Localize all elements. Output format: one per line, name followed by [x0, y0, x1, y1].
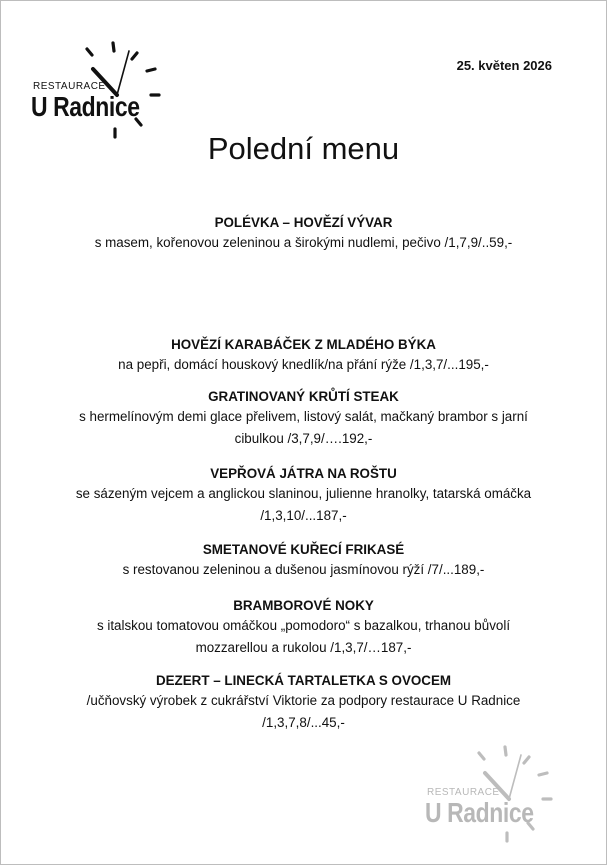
logo-small-text: RESTAURACE: [33, 81, 106, 92]
menu-item-desc: s masem, kořenovou zeleninou a širokými nudlemi, pečivo /1,7,9/..59,-: [94, 235, 513, 250]
page-title: Polední menu: [207, 131, 400, 166]
menu-item-desc: s restovanou zeleninou a dušenou jasmínovou rýží /7/...189,-: [122, 562, 485, 577]
menu-item-2: [41, 335, 566, 376]
menu-item-name: VEPŘOVÁ JÁTRA NA ROŠTU: [210, 466, 397, 481]
menu-item-name: HOVĚZÍ KARABÁČEK Z MLADÉHO BÝKA: [171, 337, 436, 352]
menu-item-name: DEZERT – LINECKÁ TARTALETKA S OVOCEM: [155, 673, 452, 688]
menu-item-desc: s hermelínovým demi glace přelivem, listový salát, mačkaný brambor s jarní cibulkou /3,7,9/….192,-: [79, 409, 528, 446]
menu-item-3: [59, 387, 548, 450]
menu-item-6: [67, 596, 540, 659]
logo-small-text: RESTAURACE: [427, 787, 500, 798]
menu-item-name: POLÉVKA – HOVĚZÍ VÝVAR: [214, 215, 393, 230]
menu-item-5: [41, 540, 566, 581]
menu-item-name: SMETANOVÉ KUŘECÍ FRIKASÉ: [202, 542, 405, 557]
menu-item-name: GRATINOVANÝ KRŮTÍ STEAK: [208, 389, 399, 404]
logo-name: U Radnice: [425, 797, 534, 828]
menu-date: 25. květen 2026: [456, 58, 552, 73]
menu-item-desc: s italskou tomatovou omáčkou „pomodoro“ s bazalkou, trhanou bůvolí mozzarellou a rukolou /1,3,7/…187,-: [96, 618, 511, 655]
restaurant-logo-watermark: [421, 743, 561, 843]
restaurant-logo: [29, 39, 169, 139]
logo-name: U Radnice: [31, 91, 140, 122]
menu-item-name: BRAMBOROVÉ NOKY: [233, 598, 374, 613]
menu-item-4: [51, 464, 556, 527]
menu-item-desc: se sázeným vejcem a anglickou slaninou, julienne hranolky, tatarská omáčka /1,3,10/...187,-: [75, 486, 532, 523]
menu-item-desc: na pepři, domácí houskový knedlík/na přání rýže /1,3,7/...195,-: [118, 357, 489, 372]
menu-item-1: [41, 213, 566, 254]
menu-item-desc: /učňovský výrobek z cukrářství Viktorie za podpory restaurace U Radnice /1,3,7,8/...45,-: [86, 693, 521, 730]
menu-item-7: [65, 671, 542, 734]
